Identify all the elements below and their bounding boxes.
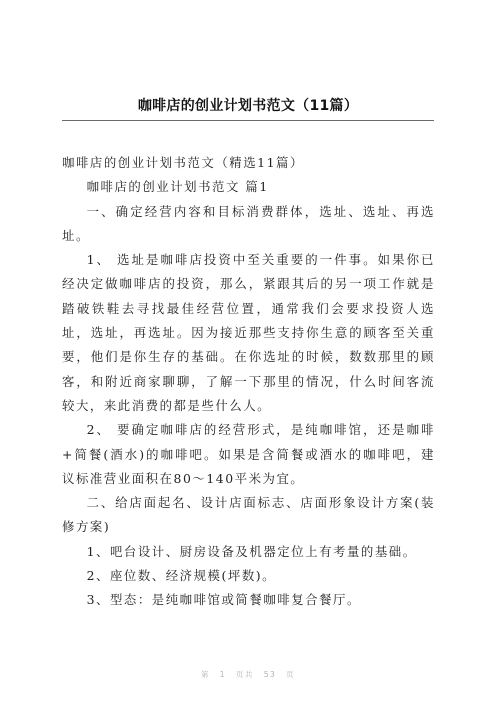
body-paragraph-heading-one: 一、确定经营内容和目标消费群体，选址、选址、再选址。 (62, 203, 435, 243)
page-number-footer: 第 1 页共 53 页 (200, 670, 296, 679)
body-paragraph-site-selection: 1、 选址是咖啡店投资中至关重要的一件事。如果你已经决定做咖啡店的投资，那么，紧跟其后的另一项工作就是踏破铁鞋去寻找最佳经营位置，通常我们会要求投资人选址，选址，再选址。因为接近那些支持你生意的顾客至关重要，他们是你生存的基础。在你选址的时候，数数那里的顾客，和附近商家聊聊，了解一下那里的情况，什么时间客流较大，来此消费的都是些什么人。 (62, 252, 435, 413)
body-paragraph-business-form: 2、 要确定咖啡店的经营形式，是纯咖啡馆，还是咖啡+简餐(酒水)的咖啡吧。如果是含简餐或酒水的咖啡吧，建议标准营业面积在80～140平米为宜。 (62, 422, 435, 486)
body-paragraph-type: 3、型态：是纯咖啡馆或简餐咖啡复合餐厅。 (86, 592, 361, 608)
body-paragraph-section-heading: 咖啡店的创业计划书范文 篇1 (86, 179, 269, 195)
body-paragraph-heading-two: 二、给店面起名、设计店面标志、店面形象设计方案(装修方案) (62, 495, 435, 535)
body-paragraph-bar-design: 1、吧台设计、厨房设备及机器定位上有考量的基础。 (86, 543, 417, 559)
body-paragraph-seating: 2、座位数、经济规模(坪数)。 (86, 568, 277, 584)
document-title: 咖啡店的创业计划书范文（11篇） (137, 98, 359, 114)
title-divider (62, 120, 434, 121)
document-body (62, 151, 435, 613)
body-paragraph-subtitle: 咖啡店的创业计划书范文（精选11篇） (62, 155, 304, 170)
